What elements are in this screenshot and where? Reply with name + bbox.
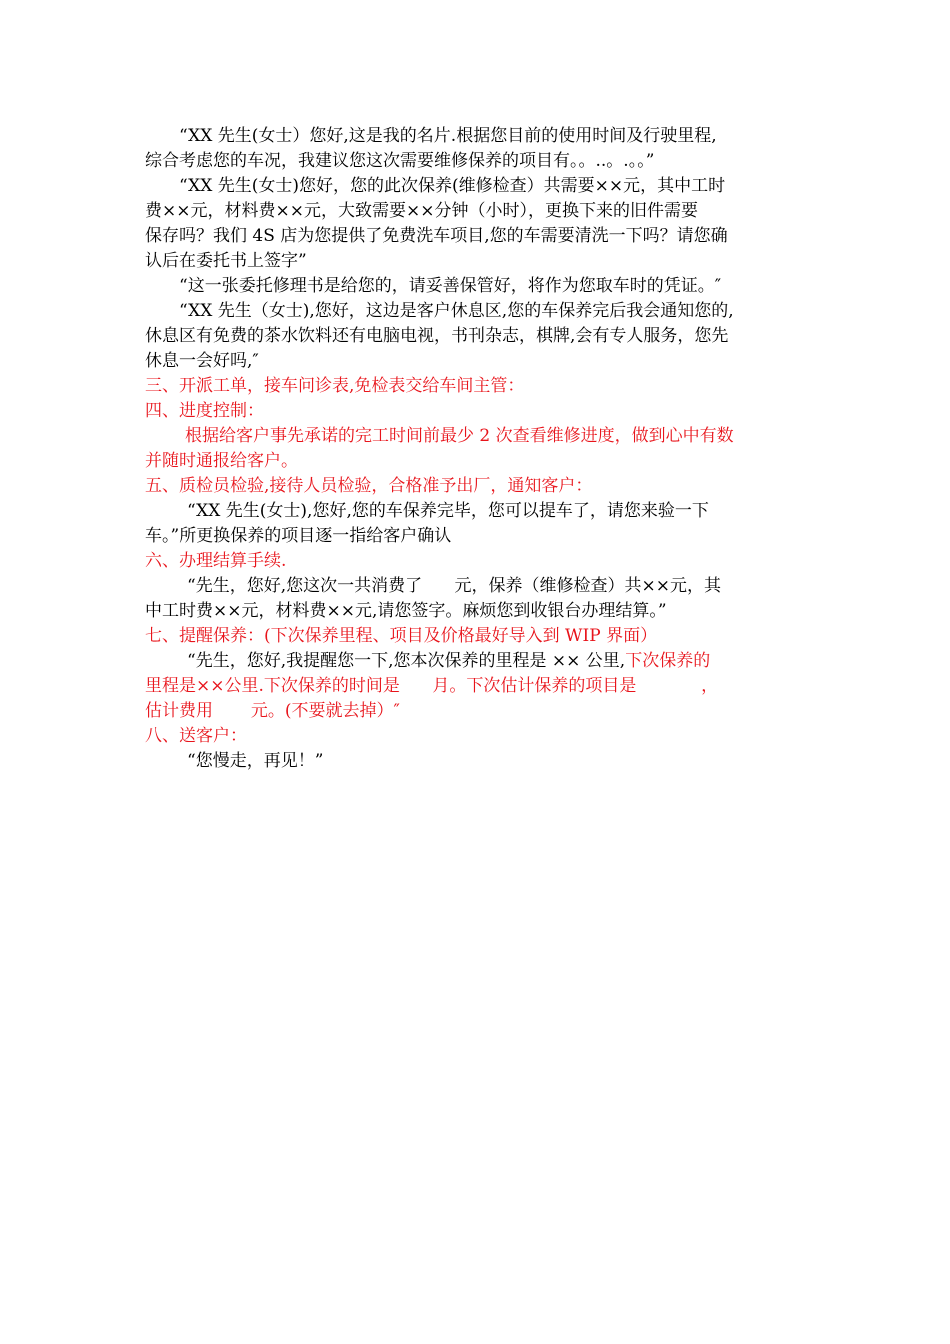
paragraph-line: 保存吗？我们 4S 店为您提供了免费洗车项目,您的车需要清洗一下吗？请您确: [145, 226, 728, 246]
paragraph-text-highlight: 下次保养的: [625, 651, 711, 671]
document-body: [145, 124, 810, 774]
section-heading: 七、提醒保养：(下次保养里程、项目及价格最好导入到 WIP 界面）: [145, 626, 658, 646]
paragraph-line: 综合考虑您的车况，我建议您这次需要维修保养的项目有。。..。.。。”: [145, 151, 655, 171]
paragraph-line: 认后在委托书上签字”: [145, 251, 307, 271]
section-heading: 五、质检员检验,接待人员检验，合格准予出厂，通知客户：: [145, 476, 593, 496]
paragraph-line: 休息一会好吗,″: [145, 351, 259, 371]
section-heading: 三、开派工单，接车问诊表,免检表交给车间主管：: [145, 376, 525, 396]
paragraph-line: “XX 先生(女士),您好,您的车保养完毕，您可以提车了，请您来验一下: [187, 501, 709, 521]
paragraph-line: 费××元，材料费××元，大致需要××分钟（小时），更换下来的旧件需要: [145, 201, 698, 221]
section-heading: 六、办理结算手续.: [145, 551, 287, 571]
paragraph-line: 休息区有免费的茶水饮料还有电脑电视，书刊杂志，棋牌,会有专人服务，您先: [145, 326, 729, 346]
paragraph-line: “XX 先生(女士）您好,这是我的名片.根据您目前的使用时间及行驶里程,: [179, 126, 717, 146]
paragraph-line: “您慢走，再见！”: [187, 751, 324, 771]
paragraph-line: 根据给客户事先承诺的完工时间前最少 2 次查看维修进度，做到心中有数: [185, 426, 734, 446]
paragraph-line: “XX 先生（女士),您好，这边是客户休息区,您的车保养完后我会通知您的,: [179, 301, 734, 321]
paragraph-line: 车。”所更换保养的项目逐一指给客户确认: [145, 526, 452, 546]
paragraph-line: “XX 先生(女士)您好，您的此次保养(维修检查）共需要××元，其中工时: [179, 176, 726, 196]
paragraph-line: “这一张委托修理书是给您的，请妥善保管好，将作为您取车时的凭证。″: [179, 276, 722, 296]
paragraph-text: “先生，您好,我提醒您一下,您本次保养的里程是 ×× 公里,: [187, 651, 626, 671]
paragraph-line: 并随时通报给客户。: [145, 451, 298, 471]
section-heading: 八、送客户：: [145, 726, 247, 746]
paragraph-line: “先生，您好,您这次一共消费了 元，保养（维修检查）共××元，其: [187, 576, 722, 596]
paragraph-line: 里程是××公里.下次保养的时间是 月。下次估计保养的项目是 ，: [145, 676, 719, 696]
section-heading: 四、进度控制：: [145, 401, 264, 421]
paragraph-line: [145, 649, 810, 674]
paragraph-line: 中工时费××元，材料费××元,请您签字。麻烦您到收银台办理结算。”: [145, 601, 667, 621]
paragraph-line: 估计费用 元。(不要就去掉）″: [145, 701, 400, 721]
